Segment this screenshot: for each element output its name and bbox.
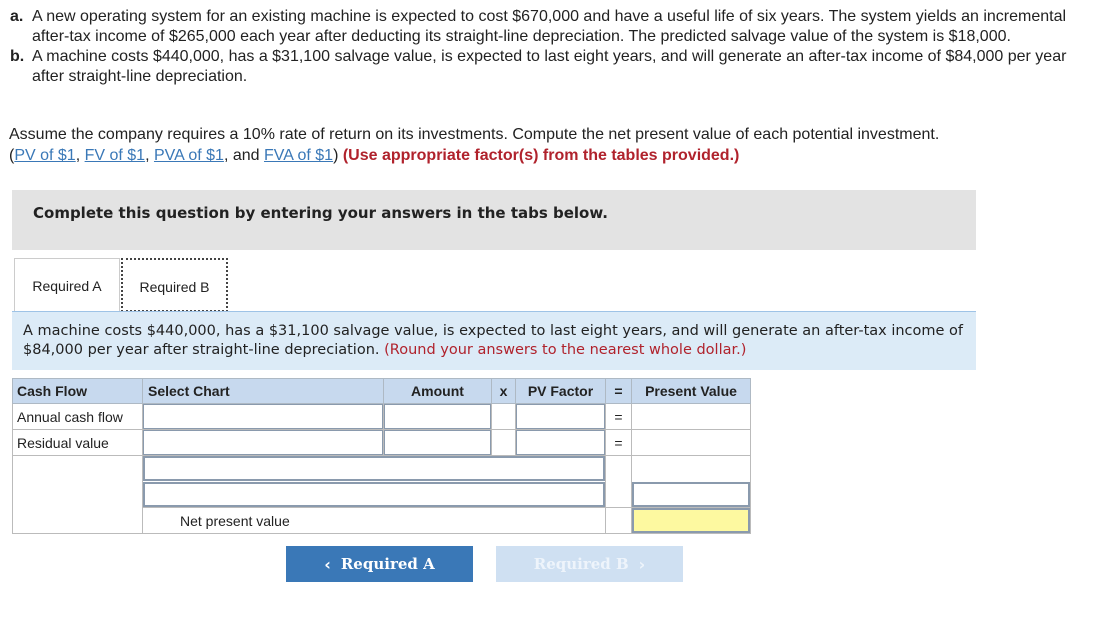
select-chart-input[interactable]	[143, 430, 383, 455]
select-chart-dropdown[interactable]	[143, 404, 383, 429]
present-value-cell	[632, 404, 751, 430]
extra-label-input[interactable]	[143, 482, 605, 507]
paren: (	[9, 147, 15, 164]
item-letter: a.	[10, 8, 24, 25]
equals-sign	[606, 482, 632, 508]
multiply-cell	[492, 404, 516, 430]
fva-table-link[interactable]: FVA of $1	[263, 147, 334, 164]
rounding-note: (Round your answers to the nearest whole dollar.)	[384, 342, 747, 358]
equals-sign	[606, 508, 632, 534]
separator: , and	[223, 147, 264, 164]
table-row	[13, 430, 751, 456]
problem-statement	[10, 7, 1085, 87]
pva-table-link[interactable]: PVA of $1	[153, 147, 224, 164]
prev-required-a-button[interactable]	[286, 546, 473, 582]
header-multiply: x	[492, 379, 516, 404]
row-label	[13, 482, 143, 508]
requirement-panel	[12, 312, 976, 370]
present-value-input[interactable]	[632, 482, 750, 507]
row-label: Residual value	[13, 430, 143, 456]
table-row	[13, 508, 751, 534]
table-row	[13, 404, 751, 430]
tab-required-a[interactable]: Required A	[14, 258, 120, 312]
chevron-right-icon: ›	[638, 554, 646, 574]
item-letter: b.	[10, 48, 25, 65]
pv-table-link[interactable]: PV of $1	[14, 147, 76, 164]
select-chart-dropdown[interactable]	[143, 430, 383, 455]
pv-factor-input[interactable]	[516, 430, 605, 455]
separator: ,	[75, 147, 85, 164]
fv-table-link[interactable]: FV of $1	[84, 147, 146, 164]
requirement-text: A machine costs $440,000, has a $31,100 salvage value, is expected to last eight years, and will generate an after-tax income of $84,000 per year after straight-line depreciation.	[23, 323, 964, 358]
npv-table	[12, 378, 751, 534]
assumption-sentence: Assume the company requires a 10% rate of return on its investments. Compute the net present value of each potential investment.	[9, 126, 940, 143]
equals-sign	[606, 456, 632, 482]
table-header-row	[13, 379, 751, 404]
problem-item-a	[10, 7, 1085, 47]
table-row	[13, 456, 751, 482]
header-select-chart: Select Chart	[143, 379, 384, 404]
header-amount: Amount	[384, 379, 492, 404]
row-label: Annual cash flow	[13, 404, 143, 430]
equals-sign: =	[606, 430, 632, 456]
header-present-value: Present Value	[632, 379, 751, 404]
amount-input[interactable]	[384, 404, 491, 429]
present-value-cell	[632, 430, 751, 456]
prev-button-label: Required A	[340, 555, 435, 573]
header-equals: =	[606, 379, 632, 404]
next-button-label: Required B	[533, 555, 629, 573]
chevron-left-icon: ‹	[324, 554, 331, 574]
assumption-text	[9, 124, 1084, 166]
separator: ,	[145, 147, 154, 164]
npv-input[interactable]	[632, 508, 750, 533]
instruction-text: (Use appropriate factor(s) from the tables provided.)	[342, 147, 740, 164]
table-row	[13, 482, 751, 508]
row-label	[13, 456, 143, 482]
header-pv-factor: PV Factor	[516, 379, 606, 404]
select-chart-input[interactable]	[143, 404, 383, 429]
item-text: A new operating system for an existing machine is expected to cost $670,000 and have a useful life of six years. The system yields an incremental after-tax income of $265,000 each year after deducting its straight-line depreciation. The predicted salvage value of the system is $18,000.	[32, 8, 1067, 45]
row-label	[13, 508, 143, 534]
npv-label: Net present value	[143, 508, 606, 534]
tab-required-b[interactable]: Required B	[121, 258, 228, 312]
equals-sign: =	[606, 404, 632, 430]
pv-factor-input[interactable]	[516, 404, 605, 429]
next-required-b-button[interactable]	[496, 546, 683, 582]
amount-input[interactable]	[384, 430, 491, 455]
present-value-cell	[632, 456, 751, 482]
paren: )	[333, 147, 339, 164]
extra-label-input[interactable]	[143, 456, 605, 481]
problem-item-b	[10, 47, 1085, 87]
item-text: A machine costs $440,000, has a $31,100 salvage value, is expected to last eight years, and will generate an after-tax income of $84,000 per year after straight-line depreciation.	[32, 48, 1067, 85]
instruction-banner: Complete this question by entering your answers in the tabs below.	[12, 190, 976, 250]
multiply-cell	[492, 430, 516, 456]
header-cash-flow: Cash Flow	[13, 379, 143, 404]
